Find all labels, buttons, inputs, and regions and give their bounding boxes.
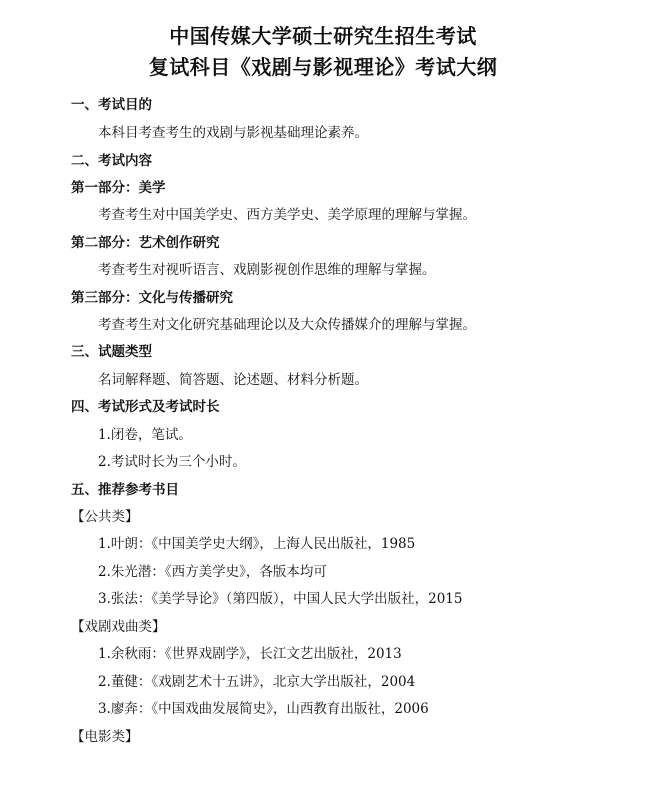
exam-format-item: 2.考试时长为三个小时。 [98,454,246,470]
part2-text: 考查考生对视听语言、戏剧影视创作思维的理解与掌握。 [98,262,436,278]
section-heading-exam-content: 二、考试内容 [71,153,152,169]
reference-item: 1.叶朗：《中国美学史大纲》，上海人民出版社，1985 [98,536,416,552]
document-title-line-1: 中国传媒大学硕士研究生招生考试 [169,24,477,48]
reference-item: 2.朱光潜：《西方美学史》，各版本均可 [98,564,327,580]
section-heading-exam-format: 四、考试形式及考试时长 [71,399,220,415]
exam-format-item: 1.闭卷，笔试。 [98,427,192,443]
section-heading-references: 五、推荐参考书目 [71,482,179,498]
part2-heading: 第二部分：艺术创作研究 [71,235,220,251]
section-heading-question-types: 三、试题类型 [71,344,152,360]
part3-heading: 第三部分：文化与传播研究 [71,290,233,306]
section-heading-exam-purpose: 一、考试目的 [71,97,152,113]
reference-item: 1.余秋雨：《世界戏剧学》，长江文艺出版社，2013 [98,646,402,662]
reference-item: 3.廖奔：《中国戏曲发展简史》，山西教育出版社，2006 [98,701,429,717]
reference-item: 3.张法：《美学导论》（第四版），中国人民大学出版社，2015 [98,591,463,607]
part3-text: 考查考生对文化研究基础理论以及大众传播媒介的理解与掌握。 [98,317,476,333]
document-title-line-2: 复试科目《戏剧与影视理论》考试大纲 [148,55,498,79]
category-public: 【公共类】 [71,509,139,525]
reference-item: 2.董健：《戏剧艺术十五讲》，北京大学出版社，2004 [98,674,416,690]
part1-heading: 第一部分：美学 [71,180,166,196]
category-drama: 【戏剧戏曲类】 [71,619,166,635]
exam-purpose-text: 本科目考查考生的戏剧与影视基础理论素养。 [98,125,368,141]
category-film: 【电影类】 [71,729,139,745]
question-types-text: 名词解释题、简答题、论述题、材料分析题。 [98,372,368,388]
part1-text: 考查考生对中国美学史、西方美学史、美学原理的理解与掌握。 [98,207,476,223]
